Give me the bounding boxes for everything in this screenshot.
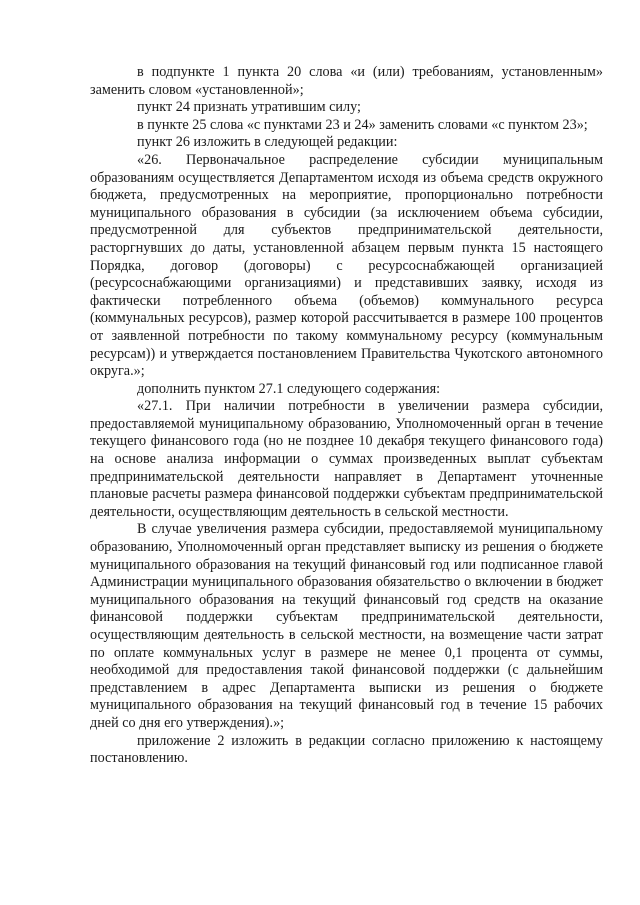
- paragraph-point-27-1-intro: дополнить пунктом 27.1 следующего содержания:: [137, 380, 441, 397]
- paragraph-appendix-2-amendment: приложение 2 изложить в редакции согласно приложению к настоящему постановлению.: [90, 732, 603, 767]
- paragraph-point-26-text: «26. Первоначальное распределение субсидии муниципальным образованиям осуществляется Департаментом исходя из объема средств окружного бюджета, предусмотренных на мероприятие, пропорционально потребности муниципального образования в субсидии (за исключением объема субсидии, предусмотренной для субъектов предпринимательской деятельности, расторгнувших до даты, установленной абзацем первым пункта 15 настоящего Порядка, договор (договоры) с ресурсоснабжающей организацией (ресурсоснабжающими организациями) и представивших заявку, исходя из фактически потребленного объема (объемов) коммунального ресурса (коммунальных ресурсов), размер которой рассчитывается в размере 100 процентов от заявленной потребности по такому коммунальному ресурсу (коммунальным ресурсам)) и утверждается постановлением Правительства Чукотского автономного округа.»;: [90, 151, 603, 380]
- paragraph-point-26-intro: пункт 26 изложить в следующей редакции:: [137, 134, 398, 151]
- paragraph-subpoint-20-amendment: в подпункте 1 пункта 20 слова «и (или) требованиям, установленным» заменить словом «установленной»;: [90, 64, 603, 98]
- document-body: [90, 64, 603, 768]
- paragraph-point-27-1-text: «27.1. При наличии потребности в увеличении размера субсидии, предоставляемой муниципальному образованию, Уполномоченный орган в течение текущего финансового года (но не позднее 10 декабря текущего финансового года) на основе анализа информации о суммах произведенных выплат субъектам предпринимательской деятельности направляет в Департамент уточненные плановые расчеты размера финансовой поддержки субъектам предпринимательской деятельности, осуществляющим деятельность в сельской местности.: [90, 398, 603, 520]
- paragraph-point-24-repeal: пункт 24 признать утратившим силу;: [137, 99, 361, 116]
- paragraph-point-27-1-continuation: В случае увеличения размера субсидии, предоставляемой муниципальному образованию, Уполномоченный орган представляет выписку из решения о бюджете муниципального образования на текущий финансовый год или подписанное главой Администрации муниципального образования обязательство о включении в бюджет муниципального образования на текущий финансовый год средств на оказание финансовой поддержки субъектам предпринимательской деятельности, осуществляющим деятельность в сельской местности, на возмещение части затрат по оплате коммунальных услуг в размере не менее 0,1 процента от суммы, необходимой для предоставления такой финансовой поддержки (с дальнейшим представлением в адрес Департамента выписки из решения о бюджете муниципального образования на текущий финансовый год в течение 15 рабочих дней со дня его утверждения).»;: [90, 521, 603, 731]
- paragraph-point-25-amendment: в пункте 25 слова «с пунктами 23 и 24» заменить словами «с пунктом 23»;: [137, 116, 588, 133]
